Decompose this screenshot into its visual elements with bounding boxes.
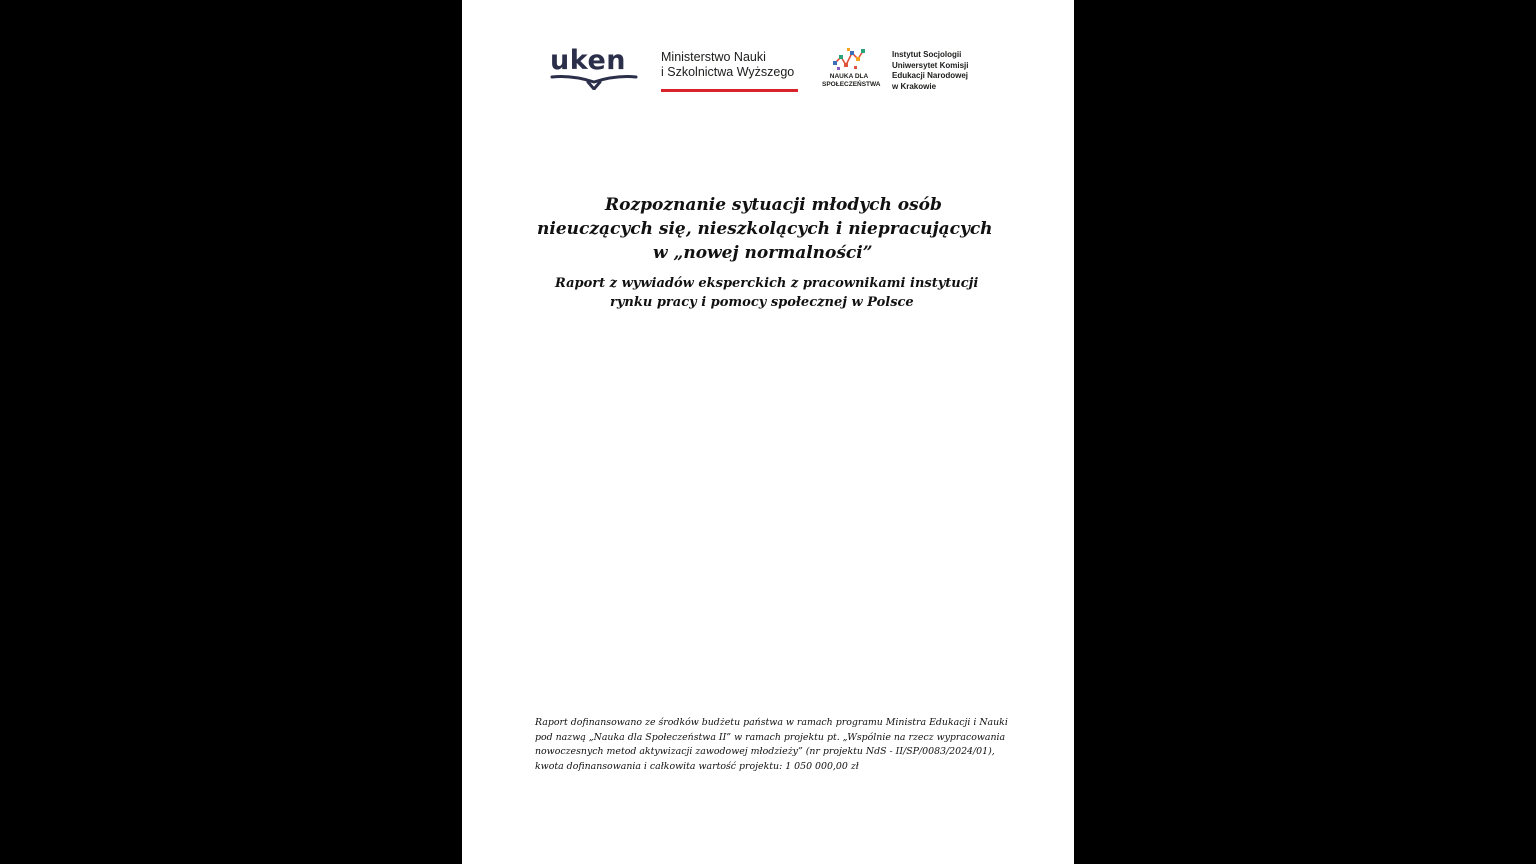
institute-line-3: Edukacji Narodowej: [892, 71, 969, 80]
institute-line-4: w Krakowie: [892, 81, 937, 91]
funding-line-3: nowoczesnych metod aktywizacji zawodowej młodzieży” (nr projektu NdS - II/SP/0083/2024/01),: [535, 746, 995, 758]
title-line-1: Rozpoznanie sytuacji młodych osób: [605, 195, 942, 215]
funding-note: [535, 716, 1008, 774]
ministry-name-line-2: i Szkolnictwa Wyższego: [661, 65, 795, 79]
nds-label-line-2: SPOŁECZEŃSTWA: [822, 81, 881, 88]
title-line-2: nieuczących się, nieszkolących i niepracujących: [537, 219, 993, 239]
uken-logo-text: uken: [550, 45, 626, 76]
document-page: [462, 0, 1074, 864]
book-icon: [550, 74, 638, 90]
funding-line-1: Raport dofinansowano ze środków budżetu państwa w ramach programu Ministra Edukacji i Nauki: [535, 717, 1008, 728]
ministry-logo: [661, 50, 801, 92]
institute-logo: [892, 50, 992, 92]
dots-graph-icon: [832, 47, 866, 73]
subtitle-line-2: rynku pracy i pomocy społecznej w Polsce: [610, 295, 914, 310]
title-line-3: w „nowej normalności”: [653, 243, 873, 263]
nauka-dla-spoleczenstwa-logo: [822, 47, 881, 93]
funding-line-4: kwota dofinansowania i całkowita wartość projektu: 1 050 000,00 zł: [535, 760, 859, 772]
ministry-red-bar: [661, 89, 798, 92]
institute-line-2: Uniwersytet Komisji: [892, 60, 969, 70]
uken-logo: [550, 46, 640, 90]
funding-line-2: pod nazwą „Nauka dla Społeczeństwa II” w ramach projektu pt. „Wspólnie na rzecz wypracowania: [535, 731, 1006, 743]
nds-label-line-1: NAUKA DLA: [829, 73, 869, 80]
subtitle-line-1: Raport z wywiadów eksperckich z pracownikami instytucji: [555, 276, 979, 291]
institute-line-1: Instytut Socjologii: [892, 50, 962, 59]
ministry-name-line-1: Ministerstwo Nauki: [661, 50, 766, 64]
